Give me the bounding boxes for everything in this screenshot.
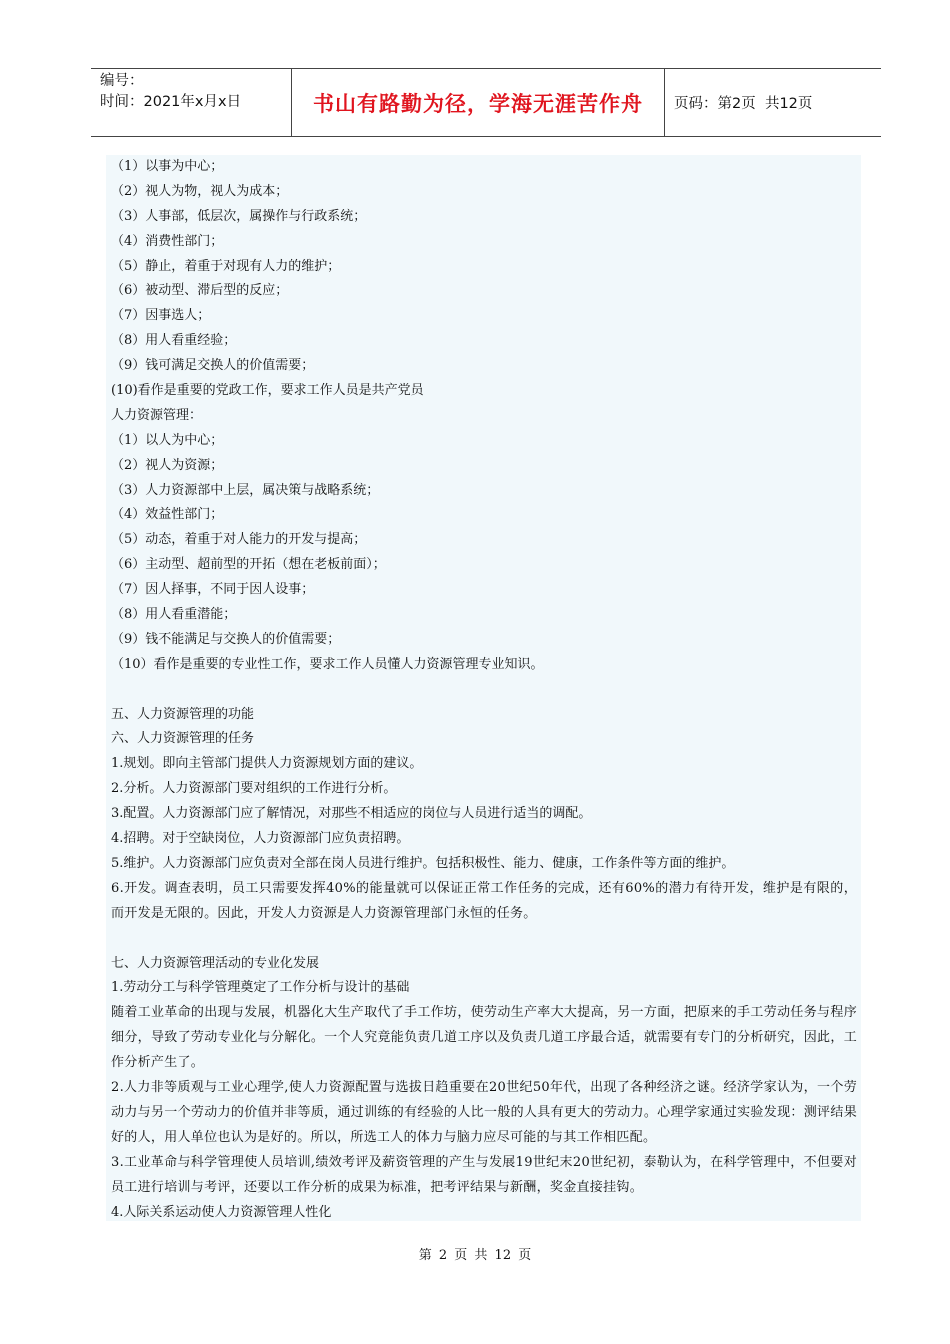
list-item: （1）以人为中心； (111, 432, 224, 448)
list-item: （2）视人为物，视人为成本； (111, 183, 289, 199)
header-page-number: 页码：第2页 共12页 (674, 96, 813, 112)
list-item: 1.规划。即向主管部门提供人力资源规划方面的建议。 (111, 756, 423, 772)
list-item: （7）因事选人； (111, 308, 211, 324)
list-item: （8）用人看重经验； (111, 333, 237, 349)
list-item: （9）钱可满足交换人的价值需要； (111, 358, 315, 374)
list-item: （4）消费性部门； (111, 233, 224, 249)
list-item: 2.分析。人力资源部门要对组织的工作进行分析。 (111, 781, 397, 797)
paragraph: 随着工业革命的出现与发展，机器化大生产取代了手工作坊，使劳动生产率大大提高，另一方面，把原来的手工劳动任务与程序细分，导致了劳动专业化与分解化。一个人究竟能负责几道工序以及负责几道工序最合适，就需要有专门的分析研究，因此，工作分析产生了。 (111, 1005, 857, 1071)
list-item: （7）因人择事，不同于因人设事； (111, 582, 315, 598)
spacer (111, 678, 861, 703)
list-item: 1.劳动分工与科学管理奠定了工作分析与设计的基础 (111, 980, 410, 996)
list-item: （10）看作是重要的专业性工作，要求工作人员懂人力资源管理专业知识。 (111, 656, 544, 672)
page-footer: 第 2 页 共 12 页 (418, 1248, 532, 1263)
list-item: （2）视人为资源； (111, 457, 224, 473)
serial-label: 编号： (100, 73, 144, 89)
section-heading: 六、人力资源管理的任务 (111, 731, 255, 747)
list-item: 4.人际关系运动使人力资源管理人性化 (111, 1204, 332, 1220)
header-meta (91, 69, 292, 136)
list-item: （3）人事部，低层次，属操作与行政系统； (111, 208, 367, 224)
list-item: （6）主动型、超前型的开拓（想在老板前面）； (111, 557, 386, 573)
list-item: 5.维护。人力资源部门应负责对全部在岗人员进行维护。包括积极性、能力、健康，工作条件等方面的维护。 (111, 855, 735, 871)
spacer (111, 927, 861, 952)
list-item: 3.配置。人力资源部门应了解情况，对那些不相适应的岗位与人员进行适当的调配。 (111, 806, 592, 822)
list-item: （3）人力资源部中上层，属决策与战略系统； (111, 482, 380, 498)
list-item: （6）被动型、滞后型的反应； (111, 283, 289, 299)
section-heading: 人力资源管理： (111, 407, 203, 423)
paragraph: 3.工业革命与科学管理使人员培训,绩效考评及薪资管理的产生与发展19世纪末20世纪初，泰勒认为，在科学管理中，不但要对员工进行培训与考评，还要以工作分析的成果为标准，把考评结果与新酬，奖金直接挂钩。 (111, 1154, 857, 1195)
paragraph: 2.人力非等质观与工业心理学,使人力资源配置与选拔日趋重要在20世纪50年代，出现了各种经济之谜。经济学家认为，一个劳动力与另一个劳动力的价值并非等质，通过训练的有经验的人比一般的人具有更大的劳动力。心理学家通过实验发现：测评结果好的人，用人单位也认为是好的。所以，所选工人的体力与脑力应尽可能的与其工作相匹配。 (111, 1080, 857, 1145)
page-header (91, 68, 881, 137)
section-heading: 七、人力资源管理活动的专业化发展 (111, 955, 320, 971)
list-item: （8）用人看重潜能； (111, 607, 237, 623)
header-motto: 书山有路勤为径，学海无涯苦作舟 (292, 69, 665, 136)
list-item: （1）以事为中心； (111, 159, 224, 174)
list-item: 4.招聘。对于空缺岗位，人力资源部门应负责招聘。 (111, 831, 410, 847)
list-item: (10)看作是重要的党政工作，要求工作人员是共产党员 (111, 383, 424, 399)
list-item: （5）动态，着重于对人能力的开发与提高； (111, 532, 367, 548)
list-item: （5）静止，着重于对现有人力的维护； (111, 258, 341, 274)
document-body (106, 155, 861, 1221)
list-item: （9）钱不能满足与交换人的价值需要； (111, 631, 341, 647)
section-heading: 五、人力资源管理的功能 (111, 706, 255, 722)
time-label: 时间：2021年x月x日 (100, 94, 242, 110)
list-item: （4）效益性部门； (111, 507, 224, 523)
paragraph: 6.开发。调查表明，员工只需要发挥40%的能量就可以保证正常工作任务的完成，还有60%的潜力有待开发，维护是有限的，而开发是无限的。因此，开发人力资源是人力资源管理部门永恒的任务。 (111, 880, 857, 921)
